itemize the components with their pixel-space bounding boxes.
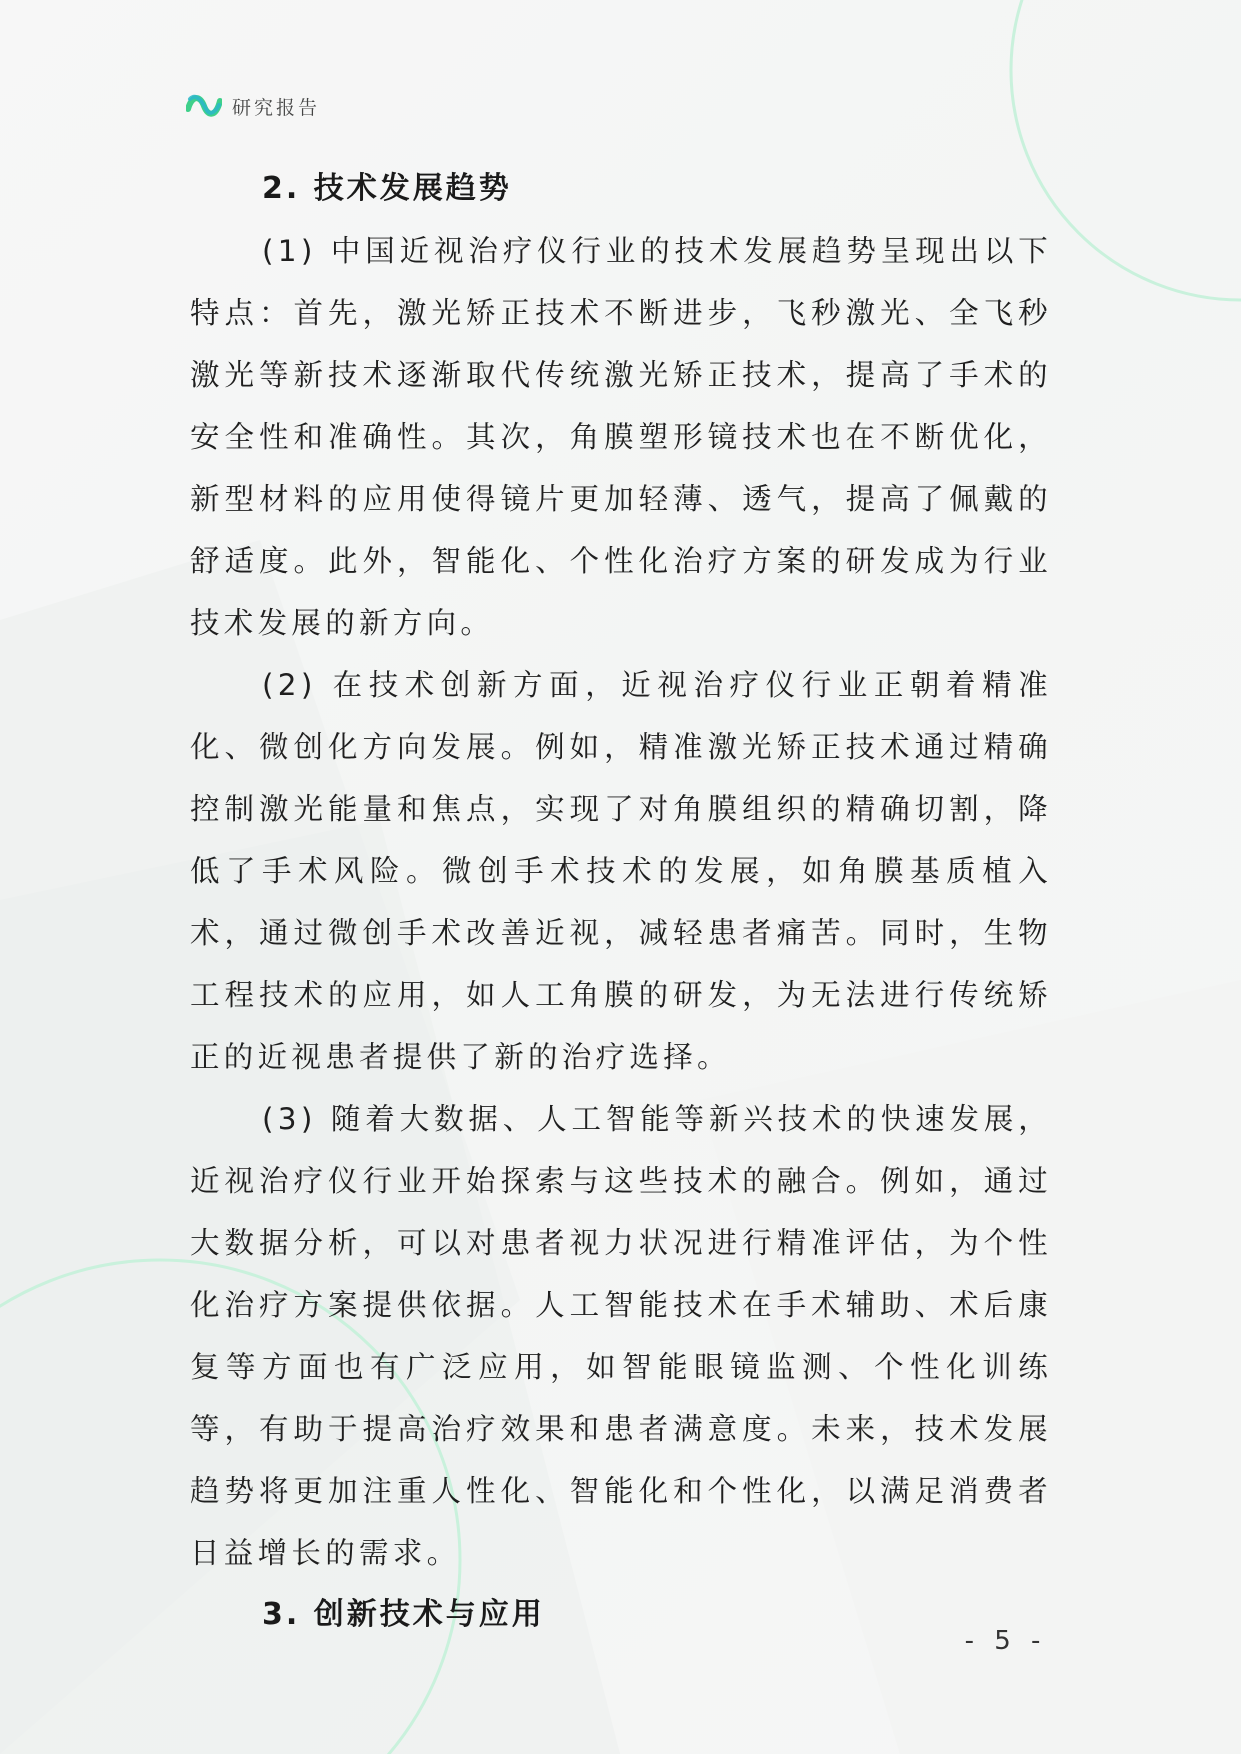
section-heading-innovation: 3. 创新技术与应用: [262, 1597, 545, 1632]
paragraph-2: (2) 在技术创新方面，近视治疗仪行业正朝着精准化、微创化方向发展。例如，精准激光矫正技术通过精确控制激光能量和焦点，实现了对角膜组织的精确切割，降低了手术风险。微创手术技术的发展，如角膜基质植入术，通过微创手术改善近视，减轻患者痛苦。同时，生物工程技术的应用，如人工角膜的研发，为无法进行传统矫正的近视患者提供了新的治疗选择。: [190, 668, 1052, 1074]
brand-logo-icon: [186, 91, 222, 121]
page-number: - 5 -: [964, 1626, 1047, 1656]
section-heading-tech-trends: 2. 技术发展趋势: [262, 171, 512, 206]
header-title: 研究报告: [232, 96, 321, 119]
paragraph-1: (1) 中国近视治疗仪行业的技术发展趋势呈现出以下特点：首先，激光矫正技术不断进步，飞秒激光、全飞秒激光等新技术逐渐取代传统激光矫正技术，提高了手术的安全性和准确性。其次，角膜塑形镜技术也在不断优化，新型材料的应用使得镜片更加轻薄、透气，提高了佩戴的舒适度。此外，智能化、个性化治疗方案的研发成为行业技术发展的新方向。: [190, 234, 1052, 640]
main-content: [190, 158, 1052, 1646]
paragraph-3: (3) 随着大数据、人工智能等新兴技术的快速发展，近视治疗仪行业开始探索与这些技术的融合。例如，通过大数据分析，可以对患者视力状况进行精准评估，为个性化治疗方案提供依据。人工智能技术在手术辅助、术后康复等方面也有广泛应用，如智能眼镜监测、个性化训练等，有助于提高治疗效果和患者满意度。未来，技术发展趋势将更加注重人性化、智能化和个性化，以满足消费者日益增长的需求。: [190, 1102, 1052, 1570]
page-header: [186, 88, 320, 124]
